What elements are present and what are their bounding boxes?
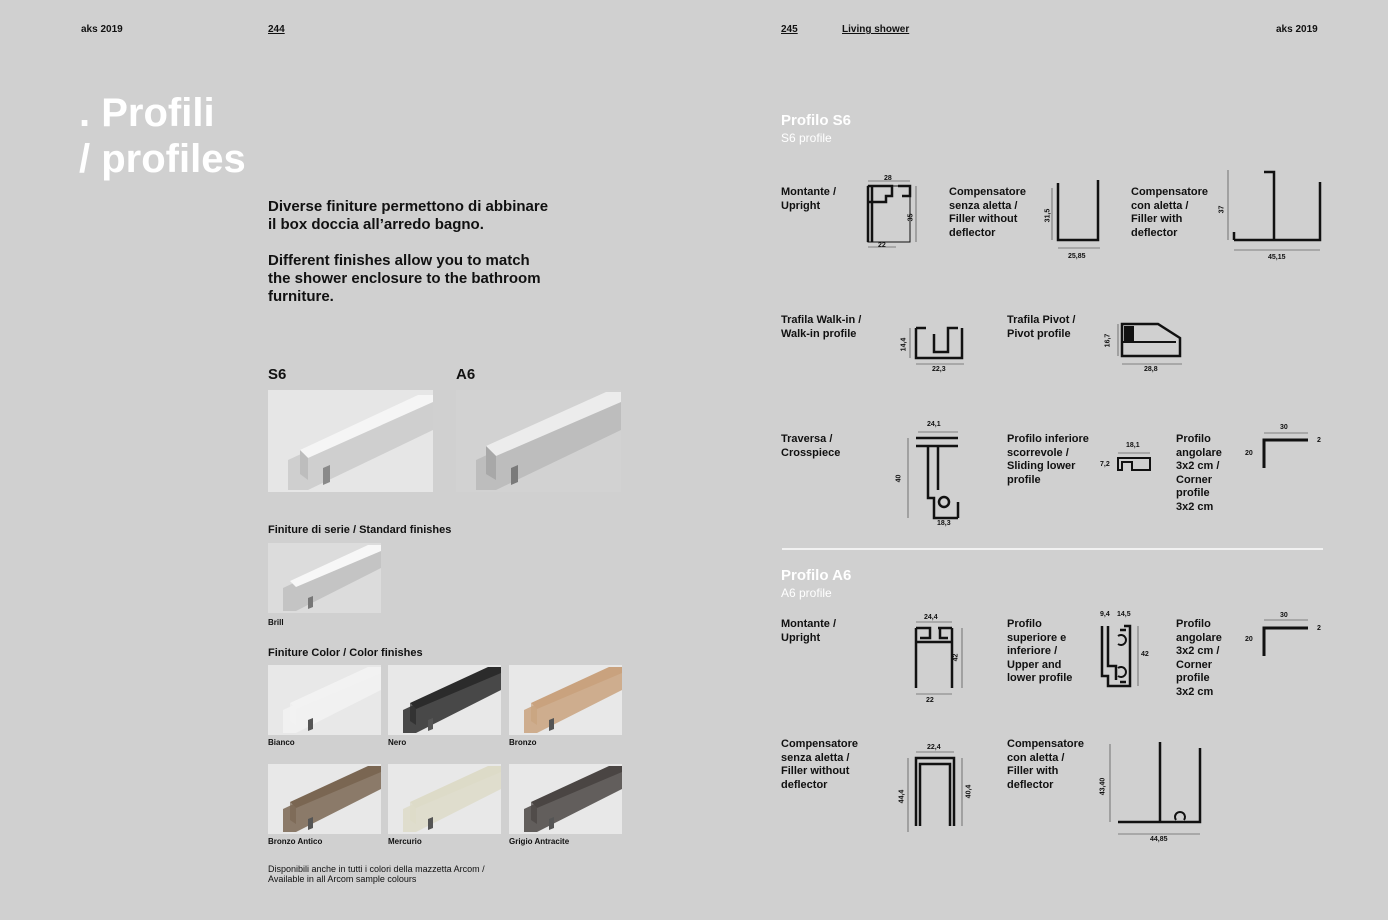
finish-label-bronzo: Bronzo bbox=[509, 738, 537, 747]
dim-a6-corner-thickness: 2 bbox=[1317, 625, 1321, 632]
s6-filler-with-drawing bbox=[1226, 168, 1326, 256]
a6-filler-with-drawing bbox=[1106, 740, 1206, 840]
dim-s6-filler-with-width: 45,15 bbox=[1268, 254, 1286, 261]
a6-upright-drawing bbox=[910, 618, 970, 700]
finish-swatch-mercurio bbox=[388, 764, 501, 834]
finish-label-bronzo-antico: Bronzo Antico bbox=[268, 837, 323, 846]
dim-s6-crosspiece-height: 40 bbox=[895, 474, 903, 483]
s6-upright-label: Montante / Upright bbox=[781, 186, 836, 212]
finish-label-brill: Brill bbox=[268, 618, 284, 627]
color-finishes-title: Finiture Color / Color finishes bbox=[268, 647, 423, 659]
model-label-s6: S6 bbox=[268, 366, 287, 383]
finish-swatch-nero bbox=[388, 665, 501, 735]
finish-swatch-bronzo bbox=[509, 665, 622, 735]
dim-a6-upright-height: 42 bbox=[952, 653, 960, 662]
dim-s6-corner-width: 30 bbox=[1280, 424, 1288, 431]
dim-s6-corner-height: 20 bbox=[1245, 450, 1253, 457]
dim-s6-walkin-height: 14,4 bbox=[900, 337, 908, 352]
a6-upper-lower-label: Profilo superiore e inferiore / Upper and lower profile bbox=[1007, 618, 1073, 685]
brand-right: aks 2019 bbox=[1276, 24, 1318, 35]
model-label-a6: A6 bbox=[456, 366, 476, 383]
dim-s6-filler-without-width: 25,85 bbox=[1068, 253, 1086, 260]
intro-italian: Diverse finiture permettono di abbinare il box doccia all’arredo bagno. bbox=[268, 198, 549, 233]
dim-s6-corner-thickness: 2 bbox=[1317, 437, 1321, 444]
intro-english: Different finishes allow you to match the shower enclosure to the bathroom furniture. bbox=[268, 252, 541, 305]
finish-label-bianco: Bianco bbox=[268, 738, 295, 747]
dim-a6-corner-height: 20 bbox=[1245, 636, 1253, 643]
dim-s6-filler-with-height: 37 bbox=[1218, 205, 1226, 214]
finish-swatch-brill bbox=[268, 543, 381, 613]
a6-profile-render bbox=[456, 390, 621, 492]
finish-label-mercurio: Mercurio bbox=[388, 837, 422, 846]
dim-a6-upright-base: 22 bbox=[926, 697, 934, 704]
dim-s6-upright-height: 35 bbox=[907, 213, 915, 222]
a6-corner-label: Profilo angolare 3x2 cm / Corner profile 3x2 cm bbox=[1176, 618, 1222, 698]
dim-s6-filler-without-height: 31,5 bbox=[1044, 208, 1052, 223]
a6-section-title: Profilo A6 bbox=[781, 567, 852, 584]
dim-s6-crosspiece-width: 24,1 bbox=[927, 421, 941, 428]
s6-filler-without-drawing bbox=[1050, 178, 1106, 252]
a6-upper-lower-drawing bbox=[1096, 620, 1146, 692]
page-number-right: 245 bbox=[781, 24, 798, 35]
model-photo-a6 bbox=[456, 390, 621, 492]
finish-label-grigio-antracite: Grigio Antracite bbox=[509, 837, 570, 846]
finish-label-nero: Nero bbox=[388, 738, 407, 747]
s6-section-subtitle: S6 profile bbox=[781, 131, 832, 145]
dim-a6-corner-width: 30 bbox=[1280, 612, 1288, 619]
dim-s6-sliding-lower-height: 7,2 bbox=[1100, 461, 1110, 468]
brand-left: aks 2019 bbox=[81, 24, 123, 35]
dim-s6-pivot-width: 28,8 bbox=[1144, 366, 1158, 373]
s6-upright-drawing bbox=[862, 172, 922, 252]
dim-a6-upper-lower-left: 9,4 bbox=[1100, 611, 1110, 618]
s6-crosspiece-label: Traversa / Crosspiece bbox=[781, 433, 841, 459]
s6-walkin-drawing bbox=[906, 322, 970, 368]
a6-corner-drawing bbox=[1256, 616, 1318, 658]
model-photo-s6 bbox=[268, 390, 433, 492]
page-number-left: 244 bbox=[268, 24, 285, 35]
dim-a6-filler-without-inner: 40,4 bbox=[965, 784, 973, 799]
finish-swatch-bronzo-antico bbox=[268, 764, 381, 834]
s6-sliding-lower-drawing bbox=[1114, 450, 1154, 474]
standard-finishes-title: Finiture di serie / Standard finishes bbox=[268, 524, 452, 536]
dim-s6-crosspiece-base: 18,3 bbox=[937, 520, 951, 527]
s6-profile-render bbox=[268, 390, 433, 492]
finish-swatch-bianco bbox=[268, 665, 381, 735]
s6-sliding-lower-label: Profilo inferiore scorrevole / Sliding lower profile bbox=[1007, 433, 1089, 486]
s6-pivot-label: Trafila Pivot / Pivot profile bbox=[1007, 314, 1076, 340]
s6-pivot-drawing bbox=[1116, 318, 1186, 368]
section-name: Living shower bbox=[842, 24, 910, 35]
s6-section-title: Profilo S6 bbox=[781, 112, 852, 129]
availability-note: Disponibili anche in tutti i colori della mazzetta Arcom / Available in all Arcom sample colours bbox=[268, 864, 485, 884]
s6-crosspiece-drawing bbox=[904, 428, 968, 522]
s6-corner-label: Profilo angolare 3x2 cm / Corner profile 3x2 cm bbox=[1176, 433, 1222, 513]
a6-section-subtitle: A6 profile bbox=[781, 586, 832, 600]
s6-filler-without-label: Compensatore senza aletta / Filler without deflector bbox=[949, 186, 1027, 239]
dim-a6-filler-without-width: 22,4 bbox=[927, 744, 941, 751]
dim-a6-upright-width: 24,4 bbox=[924, 614, 938, 621]
dim-a6-upper-lower-height: 42 bbox=[1141, 651, 1149, 658]
finish-swatch-grigio-antracite bbox=[509, 764, 622, 834]
dim-s6-upright-width: 28 bbox=[884, 175, 892, 182]
dim-s6-sliding-lower-width: 18,1 bbox=[1126, 442, 1140, 449]
s6-corner-drawing bbox=[1256, 430, 1318, 472]
dim-s6-upright-base: 22 bbox=[878, 242, 886, 249]
dim-a6-filler-without-height: 44,4 bbox=[898, 789, 906, 804]
dim-a6-filler-with-width: 44,85 bbox=[1150, 836, 1168, 843]
page-title: . Profili / profiles bbox=[79, 91, 246, 181]
dim-s6-walkin-width: 22,3 bbox=[932, 366, 946, 373]
a6-filler-with-label: Compensatore con aletta / Filler with deflector bbox=[1007, 738, 1085, 791]
dim-a6-filler-with-height: 43,40 bbox=[1099, 777, 1107, 796]
s6-filler-with-label: Compensatore con aletta / Filler with deflector bbox=[1131, 186, 1209, 239]
a6-upright-label: Montante / Upright bbox=[781, 618, 836, 644]
a6-filler-without-label: Compensatore senza aletta / Filler without deflector bbox=[781, 738, 859, 791]
s6-walkin-label: Trafila Walk-in / Walk-in profile bbox=[781, 314, 862, 340]
dim-s6-pivot-height: 16,7 bbox=[1104, 333, 1112, 348]
dim-a6-upper-lower-right: 14,5 bbox=[1117, 611, 1131, 618]
a6-filler-without-drawing bbox=[904, 748, 968, 836]
section-divider bbox=[782, 548, 1323, 550]
